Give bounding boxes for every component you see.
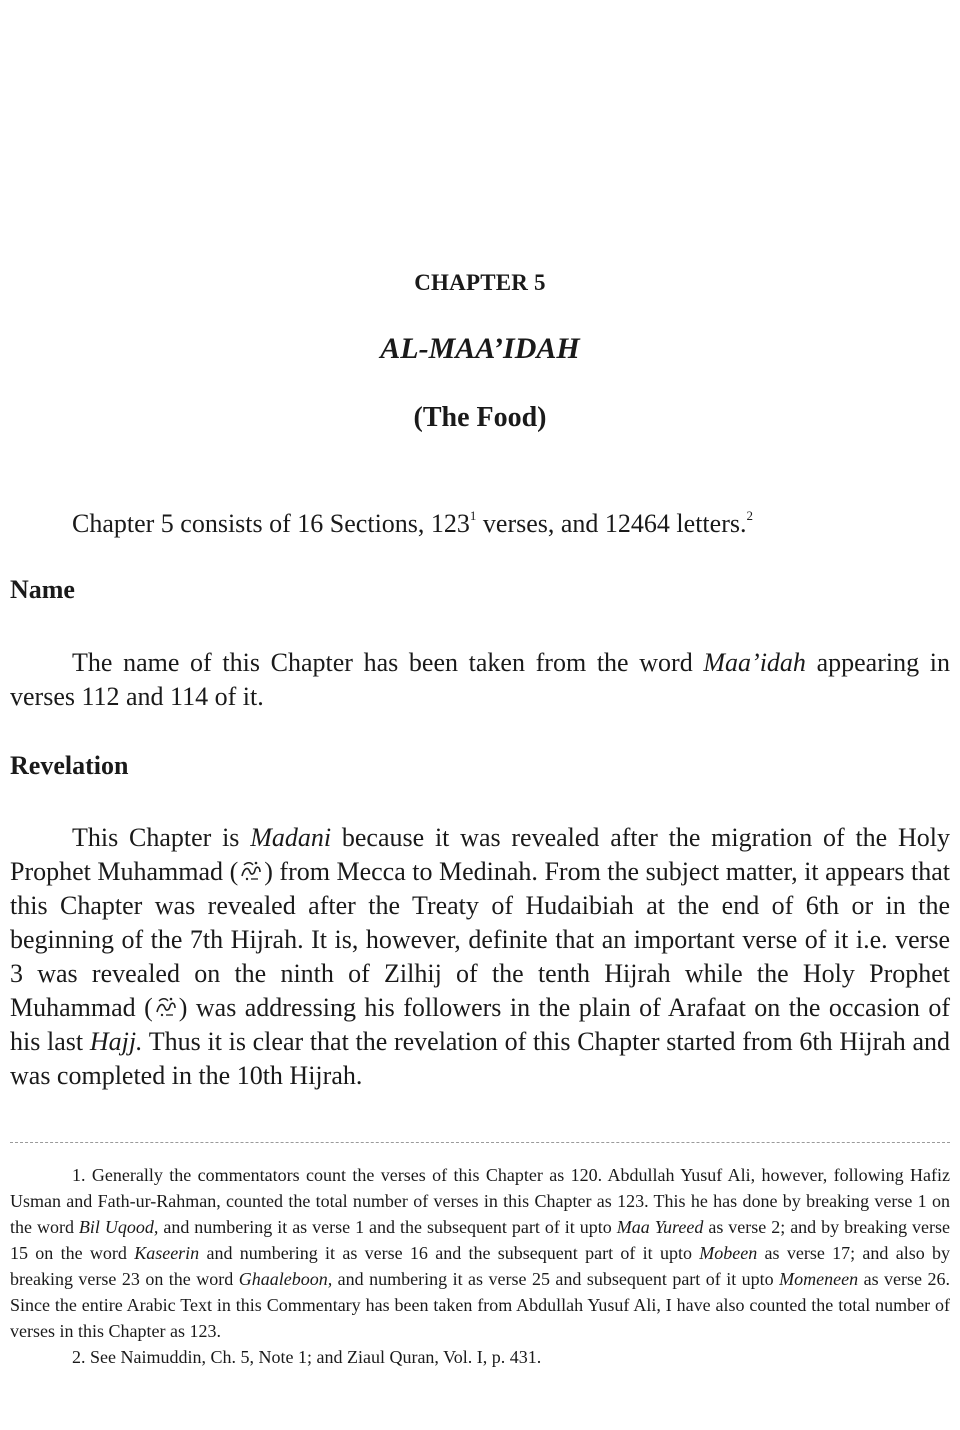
footnote-ref-1: 1 bbox=[469, 508, 477, 523]
section-heading-name: Name bbox=[10, 575, 75, 604]
italic-term: Ghaaleboon, bbox=[238, 1269, 333, 1289]
italic-term: Maa’idah bbox=[703, 648, 806, 677]
paragraph-text: appearing in verses 112 and 114 of it. bbox=[10, 648, 950, 711]
footnote-2: 2. See Naimuddin, Ch. 5, Note 1; and Ziaul Quran, Vol. I, p. 431. bbox=[72, 1347, 542, 1367]
footnote-text: and numbering it as verse 1 and the subsequent part of it upto bbox=[158, 1217, 617, 1237]
chapter-title: AL-MAA’IDAH bbox=[380, 332, 580, 365]
chapter-subtitle: (The Food) bbox=[413, 402, 547, 433]
sallallahu-alaihi-wasallam-icon bbox=[238, 858, 264, 884]
paragraph-text: because it was revealed after the migration of the Holy Prophet Muhammad ( bbox=[10, 823, 950, 886]
italic-term: Madani bbox=[250, 823, 332, 852]
footnote-text: and numbering it as verse 25 and subsequent part of it upto bbox=[332, 1269, 780, 1289]
paragraph-text: ) was addressing his followers in the plain of Arafaat on the occasion of his last bbox=[10, 993, 950, 1056]
footnote-text: as verse 2; and by breaking verse 15 on the word bbox=[10, 1217, 951, 1263]
intro-paragraph bbox=[10, 507, 950, 541]
italic-term: Mobeen bbox=[699, 1243, 758, 1263]
footnote-text: as verse 17; and also by breaking verse 23 on the word bbox=[10, 1243, 950, 1289]
italic-term: Bil Uqood, bbox=[78, 1217, 159, 1237]
paragraph-text: The name of this Chapter has been taken from the word bbox=[72, 648, 704, 677]
footnote-text: and numbering it as verse 16 and the subsequent part of it upto bbox=[199, 1243, 700, 1263]
italic-term: Kaseerin bbox=[134, 1243, 200, 1263]
intro-text: Chapter 5 consists of 16 Sections, 123 bbox=[72, 509, 470, 538]
italic-term: Momeneen bbox=[779, 1269, 859, 1289]
footnote-ref-2: 2 bbox=[746, 508, 753, 523]
section-heading-revelation: Revelation bbox=[10, 751, 129, 780]
revelation-paragraph bbox=[10, 821, 950, 1093]
footnote-text: as verse 26. Since the entire Arabic Text in this Commentary has been taken from Abdullah Yusuf Ali, I have also counted the total number of verses in this Chapter as 123. bbox=[10, 1269, 950, 1341]
footnote-divider bbox=[10, 1142, 950, 1143]
paragraph-text: ) from Mecca to Medinah. From the subject matter, it appears that this Chapter was revealed after the Treaty of Hudaibiah at the end of 6th or in the beginning of the 7th Hijrah. It is, however, definite that an important verse of it i.e. verse 3 was revealed on the ninth of Zilhij of the tenth Hijrah while the Holy Prophet Muhammad ( bbox=[10, 857, 951, 1022]
sallallahu-alaihi-wasallam-icon bbox=[153, 994, 179, 1020]
paragraph-text: This Chapter is bbox=[72, 823, 251, 852]
footnote-1 bbox=[10, 1162, 950, 1344]
italic-term: Maa Yureed bbox=[616, 1217, 704, 1237]
footnotes bbox=[10, 1162, 950, 1370]
footnote-text: 1. Generally the commentators count the verses of this Chapter as 120. Abdullah Yusuf Ali, however, following Hafiz Usman and Fath-ur-Rahman, counted the total number of verses in this Chapter as 123. This he has done by breaking verse 1 on the word bbox=[10, 1165, 950, 1237]
italic-term: Hajj. bbox=[89, 1027, 143, 1056]
name-paragraph bbox=[10, 646, 950, 714]
chapter-label: CHAPTER 5 bbox=[414, 270, 546, 295]
intro-text: verses, and 12464 letters. bbox=[476, 509, 747, 538]
paragraph-text: Thus it is clear that the revelation of this Chapter started from 6th Hijrah and was completed in the 10th Hijrah. bbox=[10, 1027, 950, 1090]
